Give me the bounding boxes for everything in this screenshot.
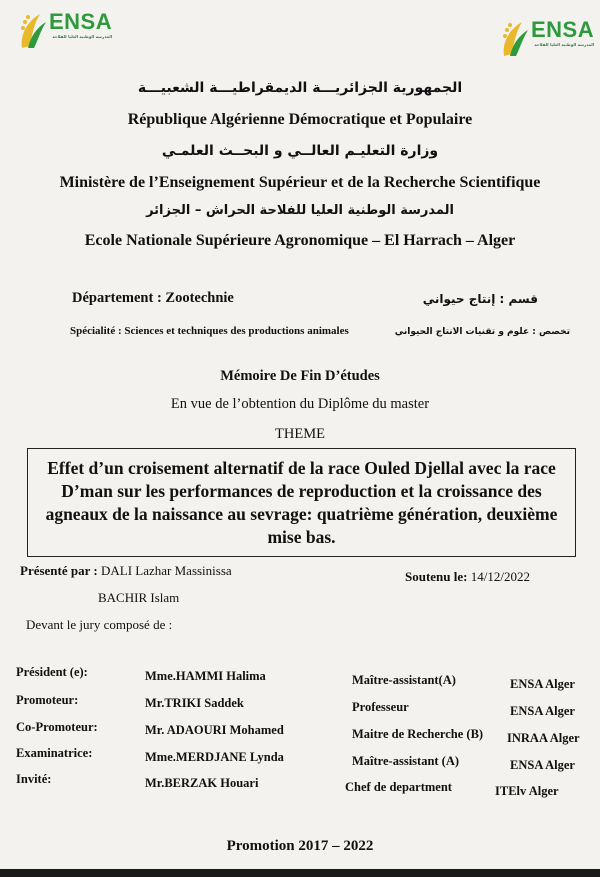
ensa-logo-right	[500, 18, 594, 58]
jury-member-name	[145, 776, 258, 791]
defended-label: Soutenu le:	[405, 569, 468, 584]
department-arabic: قسم : إنتاج حيواني	[422, 292, 538, 306]
logo-brand: ENSA	[49, 9, 113, 34]
jury-institution: ITElv Alger	[495, 784, 559, 798]
jury-institution: ENSA Alger	[510, 758, 575, 772]
jury-role: Examinatrice:	[16, 746, 93, 760]
wheat-leaf-icon	[500, 18, 530, 58]
jury-title: Mr.	[145, 723, 165, 737]
jury-name: TRIKI Saddek	[164, 696, 244, 710]
jury-institution: ENSA Alger	[510, 704, 575, 718]
author-2: BACHIR Islam	[98, 590, 180, 605]
jury-role: Co-Promoteur:	[16, 720, 98, 734]
jury-member-name	[145, 669, 266, 684]
jury-intro: Devant le jury composé de :	[26, 617, 173, 632]
defense-date: 14/12/2022	[470, 569, 530, 584]
presented-label: Présenté par :	[20, 563, 98, 578]
promotion: Promotion 2017 – 2022	[226, 838, 374, 854]
jury-grade: Maître-assistant (A)	[352, 754, 460, 768]
jury-grade: Maitre de Recherche (B)	[352, 727, 484, 741]
jury-title: Mr.	[145, 696, 165, 710]
jury-title: Mme.	[145, 750, 176, 764]
author-1: DALI Lazhar Massinissa	[100, 563, 232, 578]
logo-subtitle: المدرسة الوطنية العليا للفلاحة	[52, 34, 113, 39]
republic-french: République Algérienne Démocratique et Populaire	[127, 111, 473, 128]
theme-text: Effet d’un croisement alternatif de la race Ouled Djellal avec la race D’man sur les performances de reproduction et la croissance des agneaux de la naissance au sevrage: quatrième génération, deuxième mise bas.	[45, 457, 558, 547]
jury-grade: Chef de department	[345, 780, 452, 794]
ensa-logo-left	[18, 10, 112, 50]
scan-edge	[0, 869, 600, 877]
jury-title: Mme.	[145, 669, 176, 683]
ministry-arabic: وزارة التعليـم العالــي و البحــث العلمـي	[161, 143, 439, 159]
ministry-french: Ministère de l’Enseignement Supérieur et de la Recherche Scientifique	[59, 174, 541, 191]
jury-grade: Maître-assistant(A)	[352, 673, 456, 687]
department-french: Département : Zootechnie	[72, 290, 234, 306]
theme-box	[27, 448, 576, 557]
memoire-title: Mémoire De Fin D’études	[220, 368, 380, 384]
logo-subtitle: المدرسة الوطنية العليا للفلاحة	[534, 42, 595, 47]
theme-label: THEME	[275, 426, 325, 442]
republic-arabic: الجمهورية الجزائريـــة الديمقراطيـــة الشعبيـــة	[137, 80, 463, 96]
jury-name: BERZAK Houari	[164, 776, 259, 790]
jury-member-name	[145, 696, 244, 711]
school-arabic: المدرسة الوطنية العليا للفلاحة الحراش – الجزائر	[146, 203, 454, 218]
jury-title: Mr.	[145, 776, 165, 790]
jury-name: HAMMI Halima	[175, 669, 266, 683]
jury-role: Président (e):	[16, 665, 88, 679]
jury-name: MERDJANE Lynda	[175, 750, 284, 764]
jury-grade: Professeur	[352, 700, 409, 714]
presented-row	[20, 563, 232, 579]
jury-member-name	[145, 750, 284, 765]
jury-institution: INRAA Alger	[507, 731, 580, 745]
specialty-arabic: تخصص : علوم و تقنيات الانتاج الحيواني	[394, 327, 570, 337]
jury-role: Invité:	[16, 772, 52, 786]
school-french: Ecole Nationale Supérieure Agronomique – El Harrach – Alger	[84, 232, 516, 249]
specialty-french: Spécialité : Sciences et techniques des productions animales	[70, 325, 349, 337]
jury-name: ADAOURI Mohamed	[164, 723, 284, 737]
jury-role: Promoteur:	[16, 693, 79, 707]
jury-institution: ENSA Alger	[510, 677, 575, 691]
logo-brand: ENSA	[531, 17, 595, 42]
defended-row	[405, 569, 530, 585]
jury-member-name	[145, 723, 284, 738]
memoire-subtitle: En vue de l’obtention du Diplôme du master	[170, 396, 430, 412]
wheat-leaf-icon	[18, 10, 48, 50]
